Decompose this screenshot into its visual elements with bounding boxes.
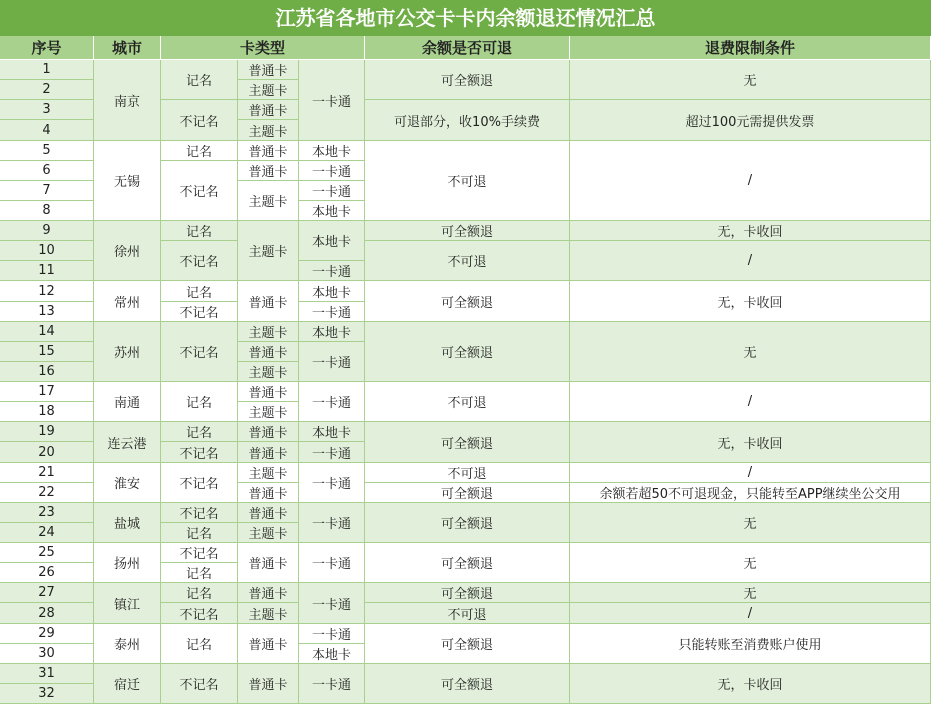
- condition-cell: 只能转账至消费账户使用: [570, 624, 931, 664]
- row-number: 24: [0, 523, 94, 543]
- card-scope-cell: 本地卡: [299, 281, 365, 302]
- condition-cell: /: [570, 463, 931, 483]
- card-scope-cell: 一卡通: [299, 342, 365, 382]
- city-cell: 苏州: [94, 322, 161, 382]
- row-number: 9: [0, 221, 94, 241]
- row-number: 12: [0, 281, 94, 302]
- row-number: 15: [0, 342, 94, 362]
- row-number: 22: [0, 483, 94, 503]
- city-cell: 徐州: [94, 221, 161, 281]
- registration-cell: 不记名: [161, 161, 238, 221]
- refundable-cell: 不可退: [365, 241, 570, 281]
- city-cell: 常州: [94, 281, 161, 322]
- registration-cell: 记名: [161, 60, 238, 100]
- row-number: 2: [0, 80, 94, 100]
- card-kind-cell: 主题卡: [238, 523, 299, 543]
- card-kind-cell: 主题卡: [238, 362, 299, 382]
- header-refundable: 余额是否可退: [365, 36, 570, 60]
- condition-cell: 无: [570, 583, 931, 603]
- city-cell: 镇江: [94, 583, 161, 624]
- card-scope-cell: 本地卡: [299, 221, 365, 261]
- condition-cell: 无，卡收回: [570, 281, 931, 322]
- card-kind-cell: 主题卡: [238, 80, 299, 100]
- row-number: 29: [0, 624, 94, 644]
- card-kind-cell: 普通卡: [238, 382, 299, 402]
- registration-cell: 记名: [161, 382, 238, 422]
- condition-cell: 无: [570, 322, 931, 382]
- card-kind-cell: 普通卡: [238, 583, 299, 603]
- card-kind-cell: 主题卡: [238, 322, 299, 342]
- card-scope-cell: 一卡通: [299, 382, 365, 422]
- registration-cell: 不记名: [161, 603, 238, 624]
- refundable-cell: 可全额退: [365, 624, 570, 664]
- city-cell: 泰州: [94, 624, 161, 664]
- card-kind-cell: 普通卡: [238, 161, 299, 181]
- registration-cell: 记名: [161, 583, 238, 603]
- row-number: 13: [0, 302, 94, 322]
- card-kind-cell: 主题卡: [238, 463, 299, 483]
- card-scope-cell: 本地卡: [299, 141, 365, 161]
- card-scope-cell: 本地卡: [299, 422, 365, 442]
- refundable-cell: 可全额退: [365, 483, 570, 503]
- card-scope-cell: 一卡通: [299, 463, 365, 503]
- row-number: 11: [0, 261, 94, 281]
- registration-cell: 记名: [161, 563, 238, 583]
- row-number: 6: [0, 161, 94, 181]
- row-number: 27: [0, 583, 94, 603]
- city-cell: 盐城: [94, 503, 161, 543]
- row-number: 17: [0, 382, 94, 402]
- table-header: [0, 36, 931, 60]
- condition-cell: 无: [570, 60, 931, 100]
- city-cell: 南通: [94, 382, 161, 422]
- condition-cell: 无: [570, 543, 931, 583]
- registration-cell: 不记名: [161, 302, 238, 322]
- refundable-cell: 可全额退: [365, 664, 570, 704]
- row-number: 31: [0, 664, 94, 684]
- refundable-cell: 可全额退: [365, 583, 570, 603]
- registration-cell: 记名: [161, 221, 238, 241]
- registration-cell: 不记名: [161, 322, 238, 382]
- registration-cell: 不记名: [161, 463, 238, 503]
- row-number: 23: [0, 503, 94, 523]
- row-number: 1: [0, 60, 94, 80]
- card-scope-cell: 本地卡: [299, 322, 365, 342]
- refundable-cell: 可退部分，收10%手续费: [365, 100, 570, 141]
- refundable-cell: 不可退: [365, 603, 570, 624]
- row-number: 19: [0, 422, 94, 442]
- registration-cell: 不记名: [161, 503, 238, 523]
- card-scope-cell: 一卡通: [299, 583, 365, 624]
- row-number: 18: [0, 402, 94, 422]
- row-number: 25: [0, 543, 94, 563]
- refundable-cell: 可全额退: [365, 221, 570, 241]
- city-cell: 连云港: [94, 422, 161, 463]
- registration-cell: 记名: [161, 141, 238, 161]
- condition-cell: /: [570, 141, 931, 221]
- row-number: 10: [0, 241, 94, 261]
- registration-cell: 不记名: [161, 442, 238, 463]
- card-kind-cell: 普通卡: [238, 100, 299, 120]
- condition-cell: /: [570, 241, 931, 281]
- row-number: 3: [0, 100, 94, 120]
- condition-cell: 无，卡收回: [570, 221, 931, 241]
- header-card-type: 卡类型: [161, 36, 365, 60]
- row-number: 28: [0, 603, 94, 624]
- card-scope-cell: 一卡通: [299, 302, 365, 322]
- card-kind-cell: 主题卡: [238, 603, 299, 624]
- city-cell: 扬州: [94, 543, 161, 583]
- refundable-cell: 不可退: [365, 463, 570, 483]
- row-number: 20: [0, 442, 94, 463]
- registration-cell: 不记名: [161, 100, 238, 141]
- card-scope-cell: 一卡通: [299, 543, 365, 583]
- card-kind-cell: 主题卡: [238, 181, 299, 221]
- card-kind-cell: 普通卡: [238, 281, 299, 322]
- card-scope-cell: 一卡通: [299, 624, 365, 644]
- city-cell: 淮安: [94, 463, 161, 503]
- card-kind-cell: 普通卡: [238, 664, 299, 704]
- condition-cell: 无，卡收回: [570, 664, 931, 704]
- card-scope-cell: 一卡通: [299, 60, 365, 141]
- table-body: [0, 60, 931, 704]
- condition-cell: 无，卡收回: [570, 422, 931, 463]
- refundable-cell: 可全额退: [365, 543, 570, 583]
- refundable-cell: 可全额退: [365, 422, 570, 463]
- refundable-cell: 可全额退: [365, 281, 570, 322]
- card-kind-cell: 普通卡: [238, 503, 299, 523]
- registration-cell: 不记名: [161, 664, 238, 704]
- header-city: 城市: [94, 36, 161, 60]
- table-title: 江苏省各地市公交卡卡内余额退还情况汇总: [0, 0, 931, 36]
- card-kind-cell: 普通卡: [238, 342, 299, 362]
- card-kind-cell: 主题卡: [238, 402, 299, 422]
- row-number: 7: [0, 181, 94, 201]
- card-scope-cell: 一卡通: [299, 503, 365, 543]
- row-number: 30: [0, 644, 94, 664]
- refundable-cell: 可全额退: [365, 60, 570, 100]
- row-number: 8: [0, 201, 94, 221]
- card-kind-cell: 普通卡: [238, 543, 299, 583]
- row-number: 4: [0, 120, 94, 141]
- card-kind-cell: 普通卡: [238, 141, 299, 161]
- city-cell: 宿迁: [94, 664, 161, 704]
- condition-cell: 超过100元需提供发票: [570, 100, 931, 141]
- header-conditions: 退费限制条件: [570, 36, 931, 60]
- refundable-cell: 可全额退: [365, 322, 570, 382]
- condition-cell: /: [570, 382, 931, 422]
- card-scope-cell: 本地卡: [299, 201, 365, 221]
- refundable-cell: 可全额退: [365, 503, 570, 543]
- registration-cell: 记名: [161, 422, 238, 442]
- registration-cell: 记名: [161, 624, 238, 664]
- card-scope-cell: 一卡通: [299, 181, 365, 201]
- card-kind-cell: 普通卡: [238, 624, 299, 664]
- card-kind-cell: 普通卡: [238, 442, 299, 463]
- row-number: 21: [0, 463, 94, 483]
- card-kind-cell: 主题卡: [238, 120, 299, 141]
- card-scope-cell: 一卡通: [299, 261, 365, 281]
- card-kind-cell: 普通卡: [238, 483, 299, 503]
- city-cell: 无锡: [94, 141, 161, 221]
- row-number: 26: [0, 563, 94, 583]
- card-kind-cell: 普通卡: [238, 60, 299, 80]
- card-scope-cell: 一卡通: [299, 664, 365, 704]
- card-kind-cell: 主题卡: [238, 221, 299, 281]
- card-scope-cell: 一卡通: [299, 442, 365, 463]
- row-number: 16: [0, 362, 94, 382]
- card-scope-cell: 本地卡: [299, 644, 365, 664]
- registration-cell: 不记名: [161, 241, 238, 281]
- card-scope-cell: 一卡通: [299, 161, 365, 181]
- city-cell: 南京: [94, 60, 161, 141]
- refundable-cell: 不可退: [365, 382, 570, 422]
- row-number: 32: [0, 684, 94, 704]
- row-number: 5: [0, 141, 94, 161]
- registration-cell: 不记名: [161, 543, 238, 563]
- row-number: 14: [0, 322, 94, 342]
- condition-cell: /: [570, 603, 931, 624]
- registration-cell: 记名: [161, 523, 238, 543]
- condition-cell: 余额若超50不可退现金，只能转至APP继续坐公交用: [570, 483, 931, 503]
- registration-cell: 记名: [161, 281, 238, 302]
- condition-cell: 无: [570, 503, 931, 543]
- card-kind-cell: 普通卡: [238, 422, 299, 442]
- header-seq: 序号: [0, 36, 94, 60]
- refundable-cell: 不可退: [365, 141, 570, 221]
